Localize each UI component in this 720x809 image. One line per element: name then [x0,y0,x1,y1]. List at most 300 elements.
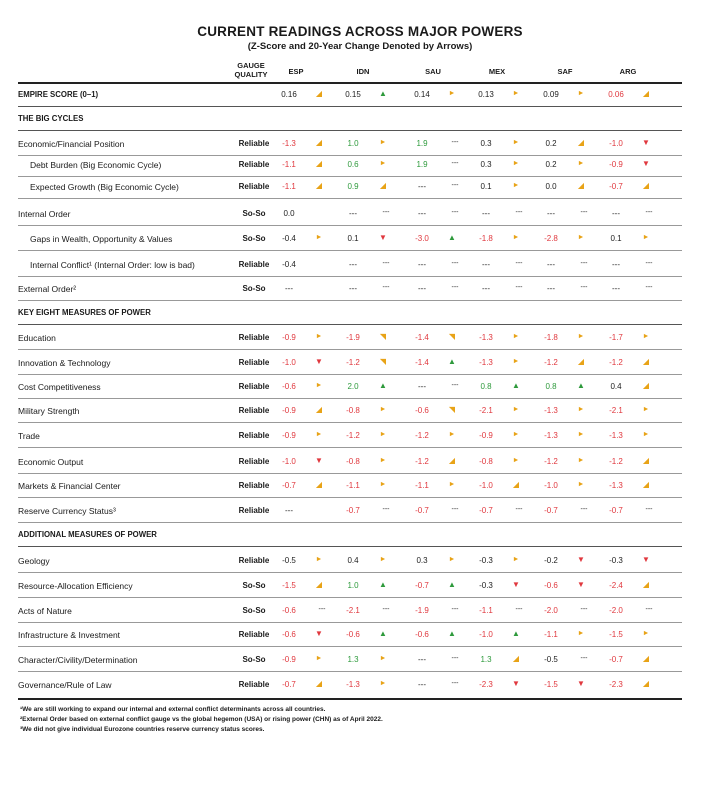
arrow-up-right-icon: ◢ [642,456,650,465]
arrow-up-right-icon: ◢ [315,405,323,414]
value-arg: -1.5 [609,630,623,639]
arrow-up-right-icon: ◢ [315,480,323,489]
value-arg: 0.4 [610,382,622,391]
gauge-quality: So-So [242,606,266,615]
section-header [18,106,682,131]
no-change-dash-icon: --- [451,506,459,513]
value-saf: -1.3 [544,406,558,415]
value-esp: -1.1 [282,182,296,191]
value-saf: -0.5 [544,655,558,664]
value-saf: -1.1 [544,630,558,639]
value-mex: --- [482,260,490,269]
value-arg: -1.2 [609,457,623,466]
row-label: Governance/Rule of Law [18,680,112,690]
arrow-right-icon: ► [379,457,387,464]
arrow-up-right-icon: ◢ [315,580,323,589]
value-sau: 0.3 [416,556,428,565]
value-idn: 1.0 [347,139,359,148]
arrow-right-icon: ► [379,556,387,563]
value-esp: -1.0 [282,358,296,367]
value-mex: 0.13 [478,90,494,99]
arrow-right-icon: ► [642,333,650,340]
arrow-right-icon: ► [512,358,520,365]
gauge-quality: Reliable [238,506,270,515]
value-sau: --- [418,209,426,218]
value-esp: -0.5 [282,556,296,565]
arrow-right-icon: ► [315,382,323,389]
arrow-up-right-icon: ◢ [642,480,650,489]
value-sau: -0.7 [415,581,429,590]
arrow-up-icon: ▲ [577,381,585,390]
no-change-dash-icon: --- [515,606,523,613]
value-esp: -1.0 [282,457,296,466]
arrow-up-right-icon: ◢ [315,679,323,688]
arrow-up-icon: ▲ [512,381,520,390]
arrow-right-icon: ► [577,431,585,438]
arrow-down-right-icon: ◥ [448,405,456,414]
value-esp: -1.3 [282,139,296,148]
section-header [18,300,682,325]
no-change-dash-icon: --- [382,506,390,513]
value-idn: -0.6 [346,630,360,639]
table-row [18,398,682,423]
value-mex: -1.1 [479,606,493,615]
value-arg: -1.3 [609,481,623,490]
value-mex: --- [482,209,490,218]
arrow-down-icon: ▼ [379,233,387,242]
value-arg: -1.0 [609,139,623,148]
arrow-down-icon: ▼ [512,679,520,688]
arrow-down-icon: ▼ [315,456,323,465]
value-idn: -1.1 [346,481,360,490]
row-label: External Order² [18,284,77,294]
arrow-right-icon: ► [577,160,585,167]
value-esp: -0.7 [282,680,296,689]
value-esp: -0.6 [282,382,296,391]
gauge-quality: Reliable [238,481,270,490]
gauge-quality: Reliable [238,382,270,391]
value-esp: -0.9 [282,333,296,342]
section-title: KEY EIGHT MEASURES OF POWER [18,308,151,317]
value-idn: -1.9 [346,333,360,342]
arrow-down-icon: ▼ [577,679,585,688]
row-label: EMPIRE SCORE (0–1) [18,90,99,99]
value-saf: -0.2 [544,556,558,565]
value-saf: 0.8 [545,382,557,391]
value-saf: -0.6 [544,581,558,590]
value-idn: -2.1 [346,606,360,615]
row-label: Infrastructure & Investment [18,630,121,640]
arrow-right-icon: ► [379,406,387,413]
value-saf: --- [547,209,555,218]
row-label: Acts of Nature [18,606,72,616]
arrow-right-icon: ► [379,431,387,438]
arrow-right-icon: ► [512,90,520,97]
arrow-right-icon: ► [379,655,387,662]
value-saf: -0.7 [544,506,558,515]
country-header-arg: ARG [619,67,637,76]
value-mex: -1.3 [479,358,493,367]
value-sau: -1.2 [415,457,429,466]
value-sau: --- [418,382,426,391]
row-label: Innovation & Technology [18,358,111,368]
value-arg: 0.1 [610,234,622,243]
arrow-right-icon: ► [512,139,520,146]
table-row [18,350,682,375]
value-saf: 0.2 [545,160,557,169]
arrow-down-icon: ▼ [642,159,650,168]
no-change-dash-icon: --- [580,506,588,513]
value-esp: -0.9 [282,431,296,440]
value-sau: -0.7 [415,506,429,515]
arrow-right-icon: ► [642,630,650,637]
value-esp: -0.6 [282,606,296,615]
table-row [18,449,682,474]
row-label: Education [18,333,56,343]
arrow-down-right-icon: ◥ [379,332,387,341]
value-mex: -2.1 [479,406,493,415]
arrow-right-icon: ► [448,556,456,563]
arrow-right-icon: ► [642,431,650,438]
value-idn: 1.3 [347,655,359,664]
arrow-right-icon: ► [512,182,520,189]
arrow-right-icon: ► [448,90,456,97]
gauge-quality-header: GAUGE QUALITY [234,61,268,79]
value-idn: -1.3 [346,680,360,689]
arrow-up-right-icon: ◢ [642,89,650,98]
country-header-esp: ESP [288,67,304,76]
table-row [18,498,682,523]
gauge-quality: Reliable [238,139,270,148]
value-saf: 0.09 [543,90,559,99]
value-saf: --- [547,284,555,293]
table-row [18,573,682,598]
arrow-right-icon: ► [448,431,456,438]
arrow-right-icon: ► [379,680,387,687]
value-mex: -0.8 [479,457,493,466]
arrow-right-icon: ► [577,630,585,637]
value-mex: -2.3 [479,680,493,689]
arrow-down-icon: ▼ [642,138,650,147]
value-arg: --- [612,209,620,218]
arrow-up-right-icon: ◢ [642,181,650,190]
value-arg: -0.7 [609,182,623,191]
arrow-right-icon: ► [379,139,387,146]
value-arg: -2.3 [609,680,623,689]
arrow-right-icon: ► [642,234,650,241]
value-mex: -1.3 [479,333,493,342]
arrow-right-icon: ► [512,556,520,563]
arrow-up-right-icon: ◢ [512,654,520,663]
gauge-quality: So-So [242,209,266,218]
table-row [18,423,682,448]
value-saf: 0.0 [545,182,557,191]
value-idn: --- [349,260,357,269]
value-arg: --- [612,260,620,269]
value-sau: -1.2 [415,431,429,440]
value-mex: 0.3 [480,139,492,148]
arrow-up-icon: ▲ [448,357,456,366]
no-change-dash-icon: --- [382,209,390,216]
value-saf: -1.8 [544,333,558,342]
row-label: Internal Order [18,209,71,219]
row-label: Cost Competitiveness [18,382,101,392]
country-header-sau: SAU [425,67,441,76]
value-sau: --- [418,182,426,191]
row-label: Military Strength [18,406,80,416]
gauge-quality: Reliable [238,630,270,639]
value-idn: 0.4 [347,556,359,565]
no-change-dash-icon: --- [515,506,523,513]
value-esp: -1.5 [282,581,296,590]
value-esp: 0.16 [281,90,297,99]
value-mex: -0.3 [479,581,493,590]
no-change-dash-icon: --- [645,284,653,291]
value-mex: 0.3 [480,160,492,169]
arrow-down-icon: ▼ [512,580,520,589]
table-row [18,325,682,350]
no-change-dash-icon: --- [382,284,390,291]
arrow-right-icon: ► [577,457,585,464]
no-change-dash-icon: --- [451,655,459,662]
table-row [18,548,682,573]
value-sau: -0.6 [415,406,429,415]
no-change-dash-icon: --- [645,506,653,513]
no-change-dash-icon: --- [580,606,588,613]
arrow-up-right-icon: ◢ [642,580,650,589]
value-mex: -1.8 [479,234,493,243]
table-row [18,226,682,251]
section-title: ADDITIONAL MEASURES OF POWER [18,530,157,539]
value-esp: -0.9 [282,655,296,664]
row-divider [18,250,682,251]
value-sau: -0.6 [415,630,429,639]
arrow-right-icon: ► [577,481,585,488]
row-label: Trade [18,431,40,441]
value-arg: -1.2 [609,358,623,367]
arrow-right-icon: ► [379,160,387,167]
table-row [18,252,682,277]
no-change-dash-icon: --- [451,209,459,216]
value-arg: -2.0 [609,606,623,615]
arrow-down-icon: ▼ [642,555,650,564]
value-saf: -1.2 [544,358,558,367]
section-header [18,522,682,547]
row-label: Expected Growth (Big Economic Cycle) [30,182,179,192]
footnote-3: ³We did not give individual Eurozone countries reserve currency status scores. [20,726,265,733]
arrow-up-right-icon: ◢ [315,89,323,98]
arrow-up-right-icon: ◢ [577,138,585,147]
value-arg: --- [612,284,620,293]
country-header-saf: SAF [557,67,573,76]
no-change-dash-icon: --- [451,139,459,146]
row-label: Economic/Financial Position [18,139,125,149]
gauge-quality: So-So [242,284,266,293]
arrow-up-right-icon: ◢ [315,138,323,147]
arrow-down-icon: ▼ [577,555,585,564]
value-esp: 0.0 [283,209,295,218]
arrow-up-right-icon: ◢ [642,654,650,663]
value-saf: 0.2 [545,139,557,148]
table-row [18,82,682,107]
row-divider [18,447,682,448]
no-change-dash-icon: --- [451,606,459,613]
arrow-up-right-icon: ◢ [512,480,520,489]
value-sau: --- [418,655,426,664]
value-sau: -1.1 [415,481,429,490]
value-sau: 1.9 [416,160,428,169]
arrow-right-icon: ► [512,406,520,413]
gauge-quality: Reliable [238,680,270,689]
value-mex: --- [482,284,490,293]
value-arg: -0.3 [609,556,623,565]
gauge-quality: Reliable [238,406,270,415]
value-mex: -1.0 [479,630,493,639]
arrow-down-icon: ▼ [315,357,323,366]
footnote-1: ¹We are still working to expand our internal and external conflict determinants across all countries. [20,706,326,713]
arrow-up-icon: ▲ [379,629,387,638]
no-change-dash-icon: --- [451,680,459,687]
arrow-right-icon: ► [379,481,387,488]
arrow-down-icon: ▼ [577,580,585,589]
row-label: Reserve Currency Status³ [18,506,116,516]
no-change-dash-icon: --- [580,209,588,216]
value-arg: -1.7 [609,333,623,342]
row-label: Economic Output [18,457,84,467]
row-label: Geology [18,556,50,566]
value-esp: -1.1 [282,160,296,169]
table-row [18,672,682,697]
no-change-dash-icon: --- [515,284,523,291]
row-divider [18,198,682,199]
arrow-up-icon: ▲ [379,580,387,589]
arrow-right-icon: ► [577,333,585,340]
table-row [18,598,682,623]
gauge-quality: Reliable [238,457,270,466]
arrow-right-icon: ► [577,234,585,241]
value-idn: --- [349,209,357,218]
value-idn: 0.9 [347,182,359,191]
value-mex: -0.9 [479,431,493,440]
value-sau: -1.4 [415,358,429,367]
table-row [18,276,682,301]
gauge-quality: Reliable [238,182,270,191]
no-change-dash-icon: --- [451,182,459,189]
value-arg: -2.1 [609,406,623,415]
no-change-dash-icon: --- [451,284,459,291]
value-arg: -2.4 [609,581,623,590]
gauge-quality: So-So [242,655,266,664]
arrow-right-icon: ► [315,333,323,340]
no-change-dash-icon: --- [580,655,588,662]
arrow-right-icon: ► [642,406,650,413]
row-divider [18,698,682,700]
value-esp: -0.6 [282,630,296,639]
value-arg: -0.7 [609,506,623,515]
value-idn: -1.2 [346,358,360,367]
no-change-dash-icon: --- [580,284,588,291]
arrow-down-right-icon: ◥ [379,357,387,366]
row-label: Internal Conflict¹ (Internal Order: low is bad) [30,260,195,270]
no-change-dash-icon: --- [515,260,523,267]
value-esp: -0.4 [282,234,296,243]
arrow-right-icon: ► [512,234,520,241]
gauge-quality: Reliable [238,160,270,169]
value-sau: --- [418,260,426,269]
value-sau: -3.0 [415,234,429,243]
arrow-up-icon: ▲ [512,629,520,638]
value-arg: -0.9 [609,160,623,169]
arrow-up-right-icon: ◢ [642,381,650,390]
value-sau: 0.14 [414,90,430,99]
value-sau: --- [418,284,426,293]
arrow-up-right-icon: ◢ [577,357,585,366]
no-change-dash-icon: --- [318,606,326,613]
value-arg: -0.7 [609,655,623,664]
arrow-down-icon: ▼ [315,629,323,638]
value-idn: 0.15 [345,90,361,99]
arrow-right-icon: ► [577,90,585,97]
value-arg: 0.06 [608,90,624,99]
gauge-quality: Reliable [238,260,270,269]
country-header-mex: MEX [488,67,506,76]
arrow-right-icon: ► [577,406,585,413]
value-esp: --- [285,506,293,515]
table-row [18,647,682,672]
footnote-2: ²External Order based on external conflict gauge vs the global hegemon (USA) or rising power (CHN) as of April 2022. [20,716,383,723]
section-title: THE BIG CYCLES [18,114,84,123]
value-idn: 1.0 [347,581,359,590]
no-change-dash-icon: --- [580,260,588,267]
arrow-right-icon: ► [448,481,456,488]
arrow-right-icon: ► [315,234,323,241]
arrow-right-icon: ► [512,160,520,167]
country-header-idn: IDN [356,67,370,76]
arrow-up-right-icon: ◢ [642,679,650,688]
value-idn: -0.8 [346,457,360,466]
row-label: Gaps in Wealth, Opportunity & Values [30,234,173,244]
value-mex: 0.1 [480,182,492,191]
value-esp: --- [285,284,293,293]
no-change-dash-icon: --- [645,209,653,216]
arrow-up-icon: ▲ [448,233,456,242]
row-label: Markets & Financial Center [18,481,121,491]
value-sau: --- [418,680,426,689]
value-idn: -0.7 [346,506,360,515]
value-saf: -2.0 [544,606,558,615]
arrow-up-right-icon: ◢ [315,159,323,168]
arrow-up-right-icon: ◢ [448,456,456,465]
arrow-right-icon: ► [315,655,323,662]
value-mex: 0.8 [480,382,492,391]
table-row [18,201,682,226]
gauge-quality: Reliable [238,358,270,367]
gauge-quality: So-So [242,581,266,590]
gauge-quality: Reliable [238,333,270,342]
no-change-dash-icon: --- [451,160,459,167]
arrow-up-icon: ▲ [448,580,456,589]
value-saf: -1.5 [544,680,558,689]
value-arg: -1.3 [609,431,623,440]
value-sau: -1.9 [415,606,429,615]
value-esp: -0.7 [282,481,296,490]
value-idn: 0.6 [347,160,359,169]
table-row [18,374,682,399]
value-sau: 1.9 [416,139,428,148]
value-mex: -0.3 [479,556,493,565]
arrow-up-icon: ▲ [448,629,456,638]
arrow-up-right-icon: ◢ [379,181,387,190]
